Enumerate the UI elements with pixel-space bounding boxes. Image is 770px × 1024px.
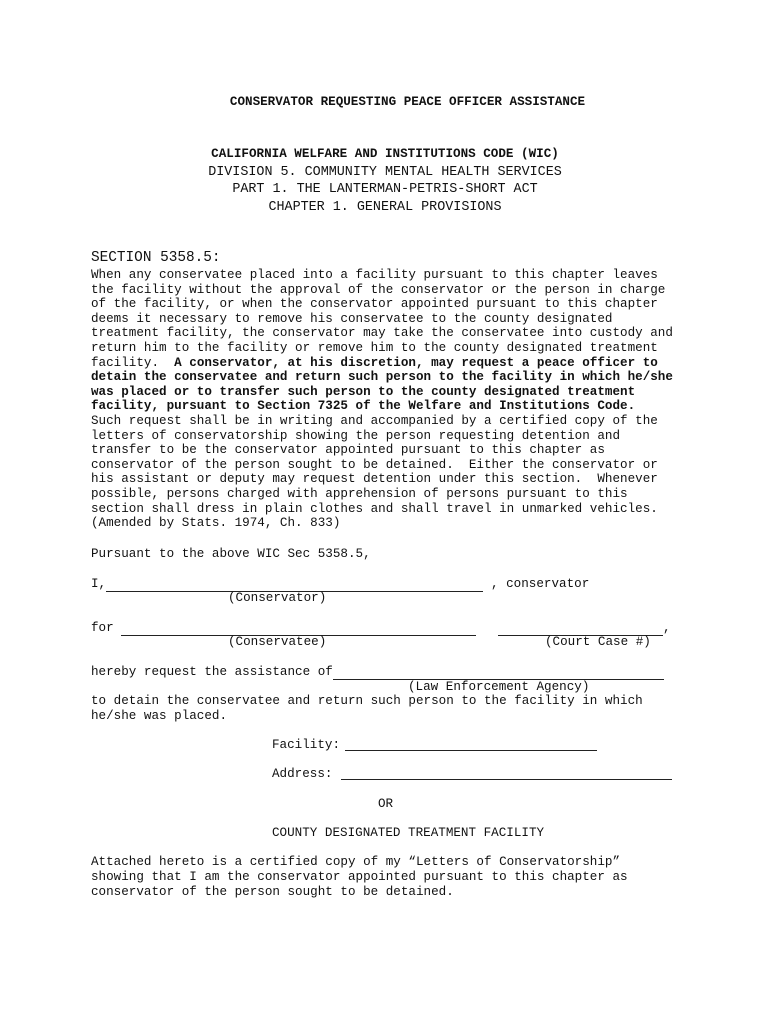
attached-line: Attached hereto is a certified copy of my “Letters of Conservatorship” [91, 855, 621, 869]
facility-field[interactable] [345, 750, 597, 751]
section-line: deems it necessary to remove his conservatee to the county designated [91, 311, 613, 326]
section-line: Such request shall be in writing and accompanied by a certified copy of the [91, 413, 658, 428]
conservator-suffix: , conservator [491, 577, 590, 591]
attached-line: conservator of the person sought to be detained. [91, 885, 454, 899]
section-line: his assistant or deputy may request detention under this section. Whenever [91, 472, 658, 487]
section-line [91, 356, 691, 371]
section-line: letters of conservatorship showing the person requesting detention and [91, 428, 621, 443]
document-title: CONSERVATOR REQUESTING PEACE OFFICER ASSISTANCE [229, 95, 586, 109]
section-line: When any conservatee placed into a facility pursuant to this chapter leaves [91, 268, 658, 282]
address-field[interactable] [341, 779, 672, 780]
section-heading: SECTION 5358.5: [91, 250, 221, 266]
section-line: return him to the facility or remove him to the county designated treatment [91, 340, 658, 355]
code-header [0, 146, 770, 216]
agency-caption: (Law Enforcement Agency) [408, 680, 590, 694]
section-bold-line: was placed or to transfer such person to the county designated treatment [91, 384, 636, 399]
for-prefix: for [91, 621, 114, 635]
section-line: section shall dress in plain clothes and shall travel in unmarked vehicles. [91, 501, 658, 516]
section-line: the facility without the approval of the conservator or the person in charge [91, 282, 666, 297]
section-line: of the facility, or when the conservator appointed pursuant to this chapter [91, 297, 658, 312]
section-line: (Amended by Stats. 1974, Ch. 833) [91, 516, 341, 531]
section-bold-line: facility, pursuant to Section 7325 of the Welfare and Institutions Code. [91, 399, 636, 414]
division-heading: DIVISION 5. COMMUNITY MENTAL HEALTH SERVICES [208, 164, 562, 180]
conservatee-caption: (Conservatee) [228, 635, 327, 649]
conservator-caption: (Conservator) [228, 591, 327, 605]
chapter-heading: CHAPTER 1. GENERAL PROVISIONS [268, 199, 502, 215]
part-heading: PART 1. THE LANTERMAN-PETRIS-SHORT ACT [232, 182, 538, 197]
i-prefix: I, [91, 577, 107, 591]
or-label: OR [378, 797, 394, 811]
section-line-plain: facility. [91, 355, 175, 370]
section-body [91, 268, 691, 531]
section-line: conservator of the person sought to be detained. Either the conservator or [91, 457, 658, 472]
section-line: possible, persons charged with apprehension of persons pursuant to this [91, 486, 628, 501]
section-line-bold: A conservator, at his discretion, may request a peace officer to [174, 355, 658, 370]
address-label: Address: [272, 767, 333, 781]
section-bold-line: detain the conservatee and return such person to the facility in which he/she [91, 370, 673, 385]
detain-line: to detain the conservatee and return such person to the facility in which [91, 694, 643, 708]
attached-line: showing that I am the conservator appointed pursuant to this chapter as [91, 870, 628, 884]
court-case-caption: (Court Case #) [545, 635, 651, 649]
section-line: treatment facility, the conservator may take the conservatee into custody and [91, 326, 673, 341]
request-prefix: hereby request the assistance of [91, 665, 333, 679]
county-facility-label: COUNTY DESIGNATED TREATMENT FACILITY [272, 826, 545, 840]
pursuant-line: Pursuant to the above WIC Sec 5358.5, [91, 547, 371, 561]
comma: , [663, 621, 671, 635]
detain-line: he/she was placed. [91, 709, 228, 723]
code-title: CALIFORNIA WELFARE AND INSTITUTIONS CODE (WIC) [211, 147, 559, 161]
facility-label: Facility: [272, 738, 341, 752]
section-line: transfer to be the conservator appointed pursuant to this chapter as [91, 443, 605, 458]
